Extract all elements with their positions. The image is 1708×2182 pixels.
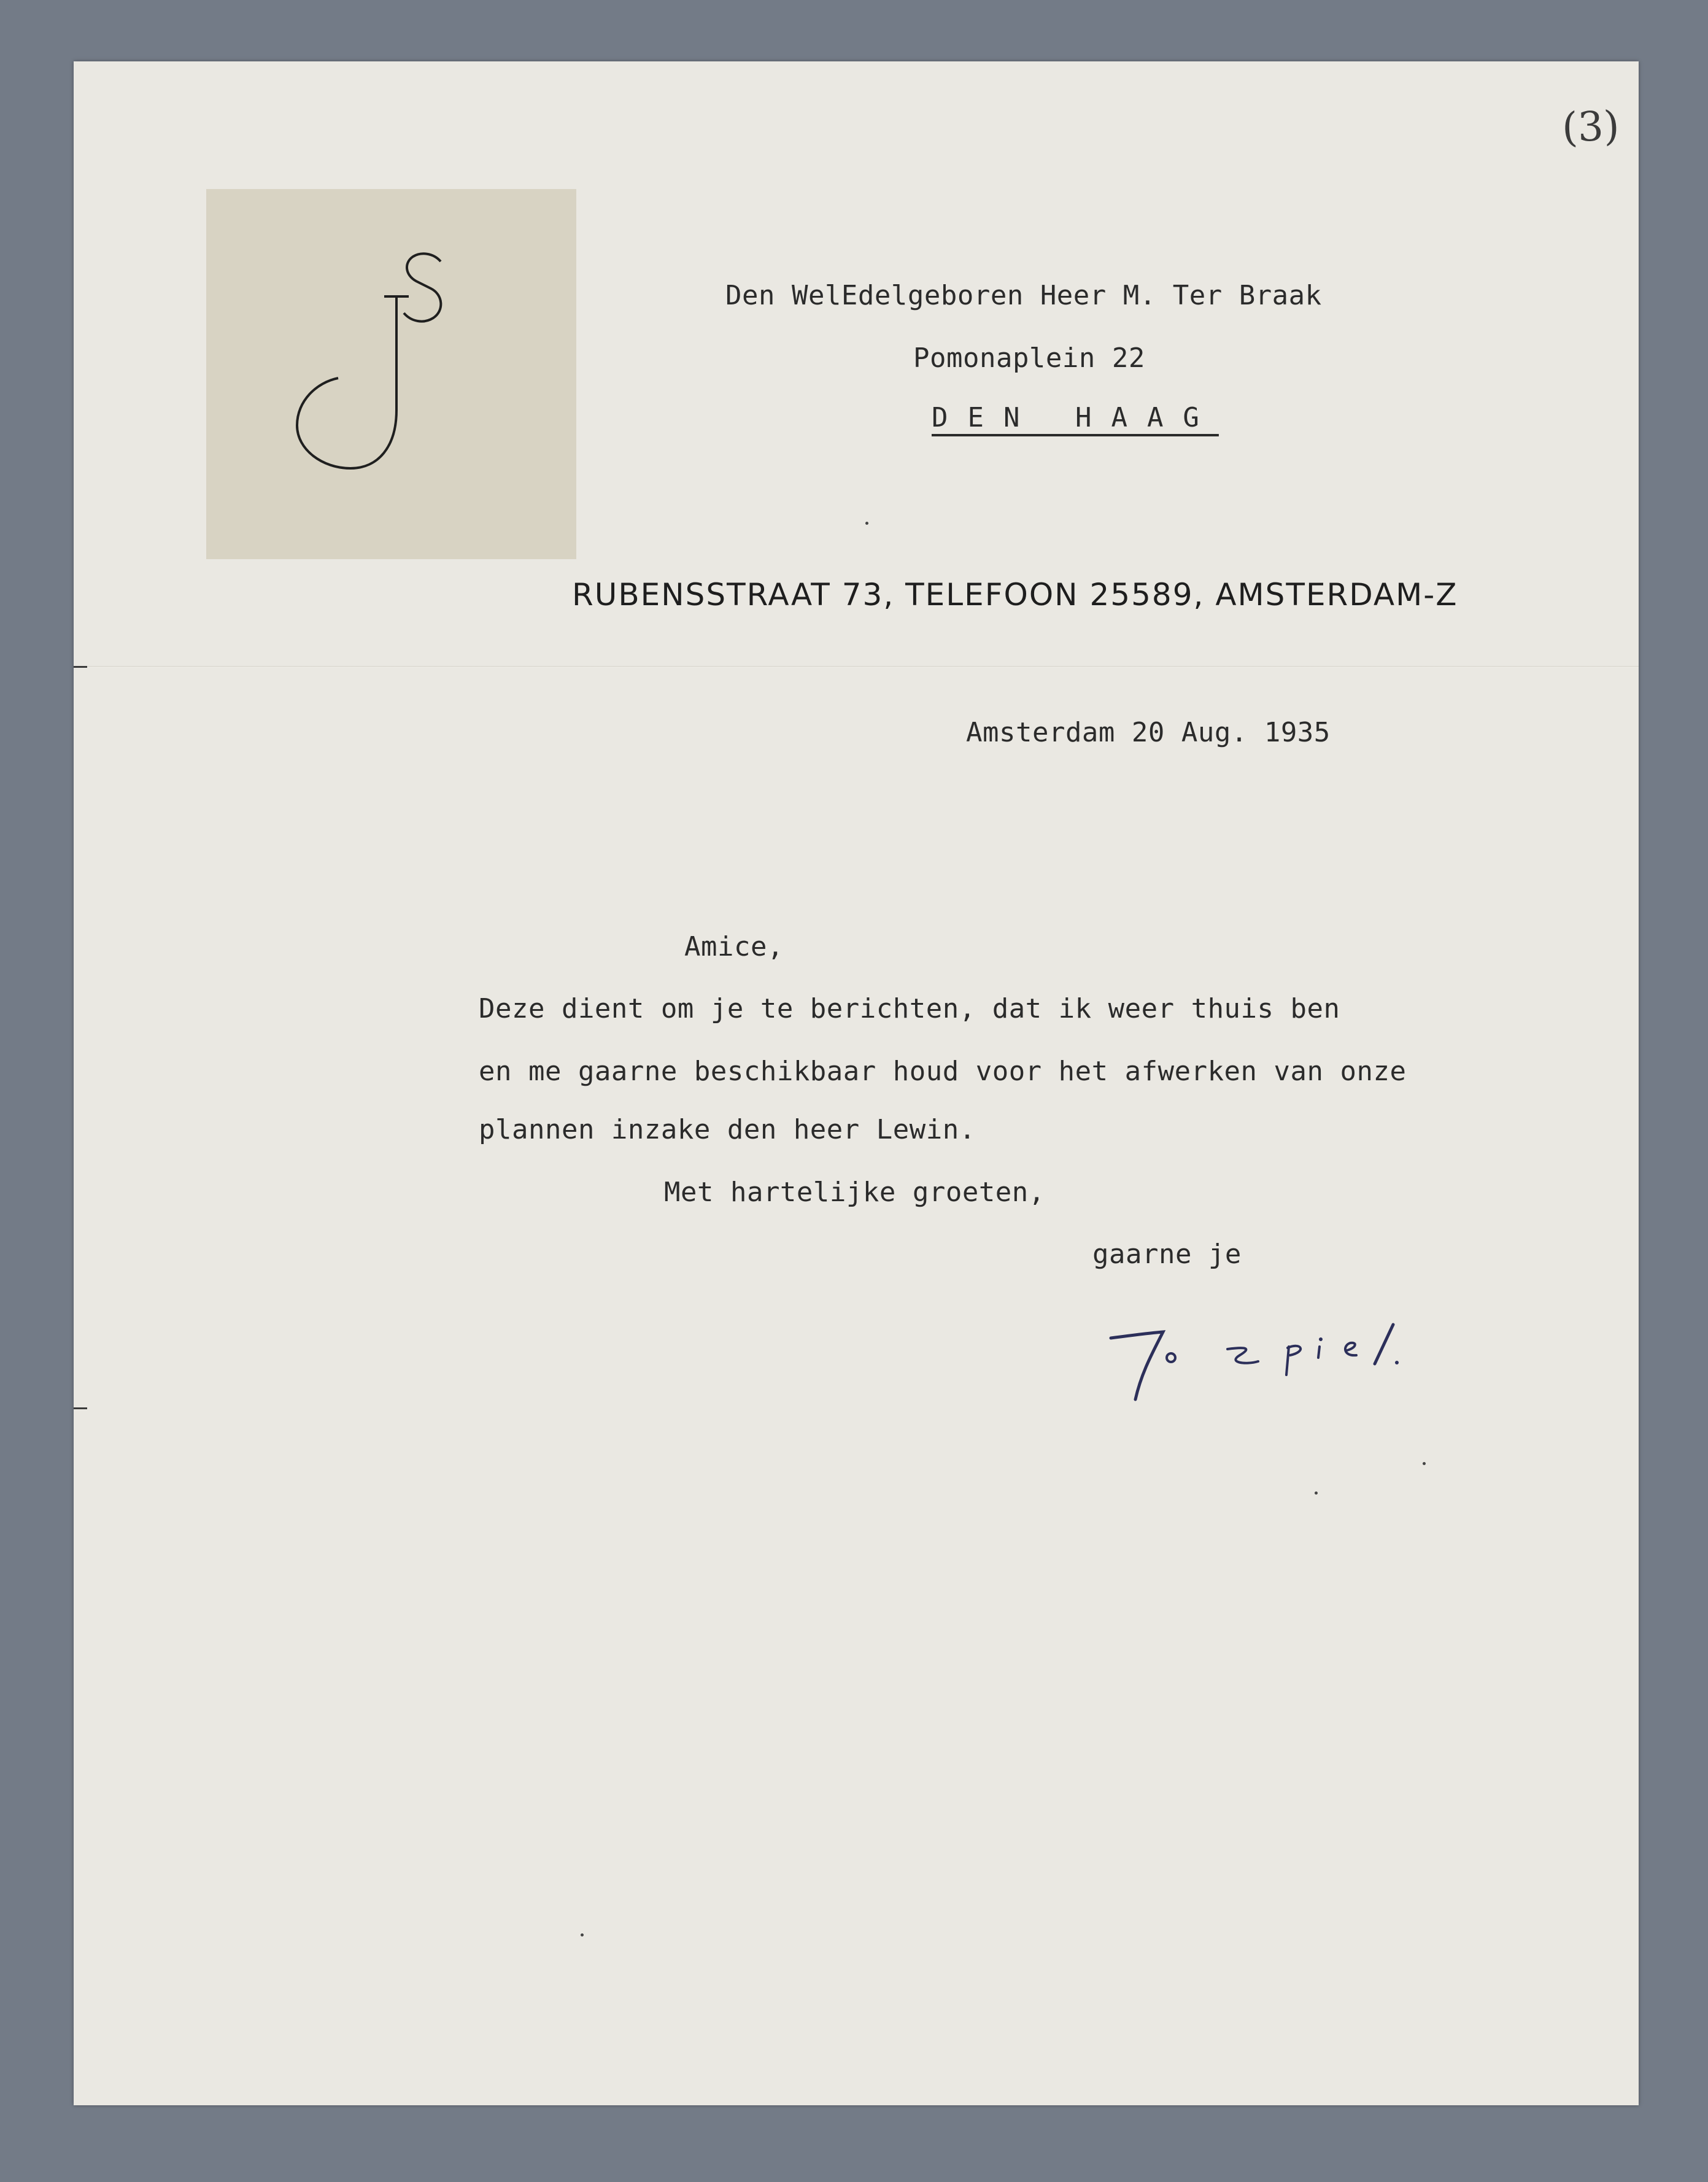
closing-greeting: Met hartelijke groeten, — [664, 1177, 1045, 1208]
recipient-city: DEN HAAG — [932, 402, 1219, 433]
fold-line — [74, 666, 1639, 668]
letter-date: Amsterdam 20 Aug. 1935 — [966, 717, 1331, 748]
body-line: plannen inzake den heer Lewin. — [479, 1114, 976, 1145]
closing-valediction: gaarne je — [1092, 1239, 1242, 1270]
archive-number: (3) — [1561, 102, 1620, 152]
letterhead-address: RUBENSSTRAAT 73, TELEFOON 25589, AMSTERDAM-Z — [572, 577, 1458, 613]
fold-tick-lower — [74, 1407, 87, 1409]
monogram-js-icon — [206, 189, 576, 559]
paper-speck — [1423, 1462, 1426, 1465]
handwritten-signature — [1105, 1320, 1448, 1418]
salutation: Amice, — [684, 931, 784, 962]
body-line: Deze dient om je te berichten, dat ik weer thuis ben — [479, 993, 1340, 1024]
recipient-line-1: Den WelEdelgeboren Heer M. Ter Braak — [725, 280, 1322, 311]
paper-speck — [1315, 1491, 1318, 1495]
monogram-logo — [206, 189, 576, 559]
paper-speck — [865, 522, 868, 525]
paper-speck — [581, 1933, 584, 1936]
letter-sheet — [74, 61, 1639, 2105]
body-line: en me gaarne beschikbaar houd voor het afwerken van onze — [479, 1056, 1407, 1087]
fold-tick-upper — [74, 666, 87, 668]
recipient-line-2: Pomonaplein 22 — [913, 342, 1145, 374]
